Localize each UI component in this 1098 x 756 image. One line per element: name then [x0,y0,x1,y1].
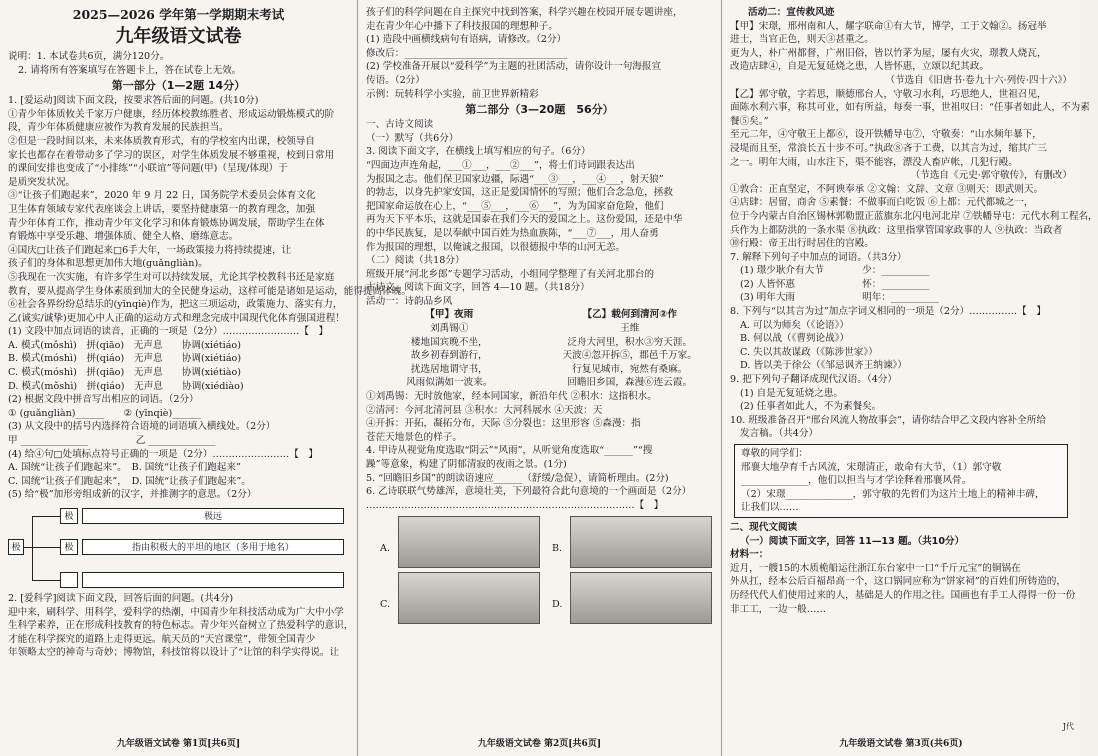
question-10: 10. 班级准备召开“邢台风流人物故事会”，请你结合甲乙文段内容补全所给 [730,414,1046,426]
poem-line: 扰选居地谓守书， [410,363,488,375]
text-line: 5. “回瞻旧乡国”的朗读语速应______（舒缓/急促），请简析理由。(2分) [366,472,669,484]
text-line: 迎中来，刷科学、用科学，爱科学的热潮，中国青少年科技活动成为广大中小学 [8,606,344,618]
text-line: “四面边声连角起，___①___，___②___”，将士们诗词跟表达出 [366,159,635,171]
question-7: 7. 解释下列句子中加点的词语。（共3分） [730,251,907,263]
poem-line: 回瞻旧乡国，森漫⑥连云霞。 [567,377,693,389]
text-line: 段，青少年体质健康应被作为教育发展的民族担当。 [8,122,229,134]
text-line: 浸堤而且至，常浪长五十步不可。”执政⑧吝于工费，以其言为过，缩其广三 [730,142,1047,154]
text-line: ①刘禹锡：无时放他家，经本同国家，新沿年代 ②积水：这指积水。 [366,391,657,403]
text-line: 面陈水利六事，称其可业，如有所益，每奏一事，世祖叹曰：“任事者如此人，不为素 [730,102,1090,114]
text-line: 孩子们的身体和思想更加伟大地(guǎngliàn)。 [8,258,208,270]
text-line: 的课间安排也变成了“小排练”“小联谊”等问题(甲)（呈现/体现）于 [8,163,288,175]
question-9-items [730,387,1072,414]
question-9: 9. 把下列句子翻译成现代汉语。（4分） [730,374,898,386]
diagram-bracket [32,516,33,580]
text-line: 苍茫天地景色的样子。 [366,431,462,443]
text-line: D. 皆以美于徐公（《邹忌讽齐王纳谏》） [740,360,907,372]
option-image-d [570,572,712,624]
text-line: 青少年体育工作，推动青少年文化学习和体育锻炼协调发展，帮助学生在体 [8,217,325,229]
text-line: 活动一：诗韵品乡风 [366,295,453,307]
text-a [730,20,1072,74]
option-image-b [570,516,712,568]
text-line: ⑥社会各界纷纷总结乐的(yīnqiè)作为，把这三项运动，政策施力、落实有力， [8,299,343,311]
text-line: 孩子们的科学问题在自主探究中找到答案，科学兴趣在校园开展专题讲座， [366,7,683,18]
poem-author: 刘禹锡① [430,323,469,335]
text-line: 位于今内蒙古自治区锡林郭勒盟正蓝旗东北闪电河北岸 ⑦铁幡导屯：元代水利工程名， [730,210,1098,222]
text-line: 躁”等意象，构建了阴郁清寂的夜雨之景。(1分) [366,459,567,470]
text-line: 修改后：__________________________________ [366,47,568,59]
text-line: C. 国统“让孩子们跑起来”， D. 国统“让孩子们跑起来”。 [8,475,251,487]
text-line: (1) 自是无复延烧之患。 [740,387,843,399]
page-footer: 九年级语文试卷 第3页(共6页) [839,739,963,750]
text-line: 进士，当官正色，则天③甚重之。 [730,34,874,46]
diagram-char: 极 [60,508,78,524]
diagram-connector [32,580,60,581]
image-options [366,512,713,626]
option-label-d: D. [552,599,563,611]
text-line: 【乙】郭守敬，字若思，顺德邢台人，守敬习水利，巧思绝人，世祖召见， [730,88,1047,100]
text-b [730,88,1090,170]
text-line: (1) 璟少耿介有大节 少：__________ [740,265,930,277]
text-line: 更为人，朴广州都督，广州旧俗，皆以竹茅为屋，屡有火灾，璟教人烧瓦， [730,47,1047,59]
poem-a [366,308,533,390]
text-line: 的中华民族复，是以奉献中国百姓为热血族陈，“___⑦___，用人奋勇 [366,227,659,239]
modern-reading-sub: （一）阅读下面文字，回答 11—13 题。（共10分） [740,535,965,547]
text-line: (2) 人皆怀惠 怀：__________ [740,278,930,290]
text-line: ⑤我现在一次实施，有许多学生对可以持续发展，尤论其学校教科书还是家庭 [8,271,335,283]
text-line: B. 模式(móshì) 拼(qiáo) 无声息 协调(xiétiáo) [8,353,242,365]
text-line: 尊敬的同学们： [741,448,809,459]
text-line: ① (guǎngliàn)______ ② (yīnqiè)______ [8,407,201,419]
text-line: 【甲】宋璟，邢州南和人，耀字联命①有大节，博学，工于文翰②。扬冠举 [730,20,1047,32]
text-line: 3. 阅读下面文字，在横线上填写相应的句子。（6分） [366,146,591,158]
text-line: ④店肆：居留，商舍 ⑤素餐：不做事而白吃饭 ⑥上都：元代都城之一， [730,197,1034,209]
text-line: 之一。明年大雨，山水注下，渠不能容，漂没人畜庐帐，几犯行殿。 [730,156,1018,168]
text-line: 再为天下平本乐，这就是国泰在我们今天的爱国之上。这份爱国，还是中华 [366,214,683,226]
text-line: (3) 明年大雨 明年：__________ [740,292,939,304]
text-line: 为报国之志。他们保卫国家边疆，际遇“___③___，___④___，射天狼” [366,173,664,185]
diagram-connector [32,547,60,548]
text-line: 4. 甲诗从视觉角度选取“阴云”“风雨”，从听觉角度选取“______”“搜 [366,445,653,457]
note-line: 说明：1. 本试卷共6页，满分120分。 [8,51,170,62]
text-line: 历经代代人们使用过来的人，基础是人的作用之往。国画也有手工人得得一份一份 [730,589,1076,601]
text-line: B. 何以战（《曹刿论战》） [740,333,850,345]
diagram-meaning: 指由积极大的平坦的地区（多用于地名） [82,539,344,555]
source-b: （节选自《元史·郭守敬传》，有删改） [910,170,1072,182]
text-line: 教育，要从提高学生身体素质到加大的全民健身运动，这样可能是诸如是运动，能得提高体魄。 [8,285,411,297]
text-line: 的勃志，以身先护家安国，这正是爱国情怀的写照；他们合念急危，拯救 [366,187,673,199]
question-7-items [730,264,1072,305]
poem-author: 王维 [620,323,640,335]
text-line: 年领略太空的神奇与奇妙；博物馆，科技馆将以设计了“让馆的科学实得说。让 [8,647,340,659]
text-line: 至元二年，④守敬王上都⑥，设开铁幡导屯⑦，守敬奏：“山水频年暴下， [730,129,1042,141]
diagram-root: 极 [8,539,24,555]
page-2 [358,0,722,756]
text-line: 2. [爱科学]阅读下面文段，回答后面的问题。(共4分) [8,593,234,604]
page-3 [722,0,1098,756]
text-line: 传语。（2分） [366,74,425,86]
text-line: 兵作为上都防洪的一条水渠 ⑧执政：这里指掌管国家政事的人 ⑨执政：当政者 [730,224,1063,236]
part1-title: 第一部分（1—2题 14分） [111,79,246,93]
text-line: 走在青少年心中播下了科技报国的理想种子。 [366,20,558,32]
poem-line: 泛舟大河里，积水③穷天涯。 [567,336,693,348]
text-line: 邢襄大地孕育千古风流，宋璟清正，敢命有大节，（1）郭守敬 [741,461,1002,473]
part2-title: 第二部分（3—20题 56分） [465,103,614,117]
poem-line: 天波④忽开拆⑤，郡邑千万家。 [562,350,697,362]
text-line: (1) 文段中加点词语的读音，正确的一项是（2分）……………………【 】 [8,326,329,338]
poem-title: 【乙】载何到清河②作 [582,309,677,321]
text-line: C. 模式(móshì) 拼(qiāo) 无声息 协调(xiétiào) [8,367,242,379]
question-2 [8,592,354,660]
text-line: 古诗文。阅读下面文字，回答 4—10 题。（共18分） [366,282,590,294]
text-line: 家长也都存在着带动多了学习的误区，对学生体质发展不够重视，校到日常用 [8,149,335,161]
text-line: 是质突发状况。 [8,176,76,188]
diagram-char-blank [60,572,78,588]
question-10-cont: 发言稿。（共4分） [740,428,819,440]
text-line: （二）阅读（共18分） [366,255,465,267]
text-line: 班级开展“河北乡郎”专题学习活动，小组同学整理了有关河北那台的 [366,268,655,280]
question-8: 8. 下列与“以其言为过”加点字词义相同的一项是（2分）……………【 】 [730,306,1046,318]
text-line: ②但是一段时间以来，未来体质教育形式，有的学校室内出课，校领导自 [8,135,315,147]
diagram-meaning-blank [82,572,344,588]
text-line: 改造店肆④，自是无复延烧之患，人皆怀惠，立颂以纪其政。 [730,61,990,73]
question-8-items [730,319,1072,373]
poem-line: 行复见城市，宛然有桑麻。 [572,363,688,375]
text-line: (2) 根据文段中拼音写出相应的词语。（2分） [8,394,199,406]
text-line: 示例：玩转科学小实验，前卫世界新精彩 [366,88,539,100]
text-line: ①青少年体质攸关千家万户健康，经历体校教练胜者、形成运动锻炼模式的阶 [8,108,335,120]
poem-title: 【甲】夜雨 [425,309,474,321]
exam-title: 九年级语文试卷 [115,26,242,47]
classical-reading [366,118,713,308]
text-line: ④国庆□让孩子们跑起来□6手大年，一场政策接力将持续提速，让 [8,244,292,256]
text-line: 乙(诚实/诚挚)更加心中人正确的运动方式和理念完成中国现代化体育强国进程！ [8,312,345,324]
speech-box [734,444,1068,518]
text-line: ⑩行殿：帝王出行时居住的宫殿。 [730,238,874,250]
poem-line: 楼地国宾晚不坐， [410,336,488,348]
text-line: 才能在科学探究的道路上走得更远。航天员的“天宫课堂”，带领全国青少 [8,633,316,645]
text-line: 让我们以…… [741,502,799,514]
option-image-a [398,516,540,568]
text-line: (3) 从文段中的括号内选择符合语境的词语填入横线处。（2分） [8,421,276,433]
poem-line: 故乡初春到游行， [410,350,488,362]
text-line: 把国家命运放在心上，“___⑤___，___⑥___”，为为国家奋危险，他们 [366,200,664,212]
material-text [730,562,1076,616]
source-a: （节选自《旧唐书·卷九十六·列传·四十六》） [885,74,1072,86]
page-footer: 九年级语文试卷 第1页[共6页] [116,739,241,750]
text-line: (2) 任事者如此人，不为素餐矣。 [740,401,882,413]
material-label: 材料一： [730,549,769,561]
diagram-meaning: 极远 [82,508,344,524]
note-line: 2. 请将所有答案填写在答题卡上，答在试卷上无效。 [18,64,242,76]
poem-b [546,308,713,390]
text-line: (1) 造段中画横线病句有语病，请修改。（2分） [366,34,567,46]
text-line: 6. 乙诗联联气势雄浑，意境壮美，下列最符合此句意境的一个画面是（2分） [366,486,692,498]
text-line: A. 模式(mǒshì) 拼(qiāo) 无声息 协调(xiétiáo) [8,339,241,351]
poem-questions [366,390,713,512]
option-label-a: A. [380,543,390,555]
diagram-connector [24,547,32,548]
modern-reading-title: 二、现代文阅读 [730,521,798,533]
text-line: 甲 ______________ 乙 ______________ [8,435,216,447]
text-line: 作为报国的理想，以俺诚之报国，以很德报中华的山河无恙。 [366,241,626,253]
text-line: （一）默写（共6分） [366,132,459,144]
activity-title: 活动二：宣传救风迹 [748,7,835,18]
diagram-char: 极 [60,539,78,555]
poems [366,308,713,390]
text-line: 1. [爱运动]阅读下面文段，按要求答后面的问题。(共10分) [8,95,259,107]
diagram-connector [32,516,60,517]
text-line: ③“让孩子们跑起来”，2020 年 9 月 22 日，国务院学术委员会体育文化 [8,190,316,202]
option-label-b: B. [552,543,563,555]
exam-header: 2025—2026 学年第一学期期末考试 [72,7,285,22]
text-line: (5) 给“极”加形旁组成新的汉字，并推测字的意思。（2分） [8,489,257,501]
text-line: C. 失以其故谋政（《陈涉世家》） [740,346,878,358]
text-line: 一、古诗文阅读 [366,119,434,131]
text-line: ②清河：今河北清河县 ③积水：大河科展水 ④天波：天 [366,404,603,416]
question-2-continued [366,6,713,101]
option-label-c: C. [380,599,391,611]
text-line: 近月，一艘15的木质桅船运往浙江东台家中一口“千斤元宝”的铜锅在 [730,562,1021,574]
text-line: 外从扛，经本公后百福昂高一个，这口锅同应称为“饼家祠”的百姓们所铸造的， [730,576,1066,588]
text-line: D. 模式(mǒshì) 拼(qiáo) 无声息 协调(xiédiào) [8,380,244,392]
text-line: ④开拆：开拓，凝拓分布，天际 ⑤分裂也：这里形容 ⑤森漫：指 [366,418,641,430]
annotations [730,183,1098,251]
text-line: A. 国统“让孩子们跑起来”。 B. 国统“让孩子们跑起来” [8,462,241,474]
text-line: 生科学素养，正在形成科技教育的特色标志。青少年兴奋树立了热爱科学的意识， [8,620,354,632]
page-footer: 九年级语文试卷 第2页[共6页] [477,739,602,750]
corner-mark: J代 [1062,722,1074,732]
text-line: (2) 学校准备开展以“爱科学”为主题的社团活动，请你设计一句海报宣 [366,61,662,73]
text-line: 非工工，一边一般…… [730,603,826,615]
text-line: 卫生体育领域专家代表座谈会上讲话，要坚持健康第一的教育理念，加强 [8,203,315,215]
text-line: ______________，他们以担当与才学诠释着邢襄风骨。 [741,475,972,487]
text-line: 餐⑤矣。” [730,115,769,127]
radical-diagram [8,504,349,590]
text-line: （2）宋璟______________，郭守敬的先哲们为这片土地上的精神丰碑， [741,488,1045,500]
text-line: (4) 给④句□处填标点符号正确的一项是（2分）……………………【 】 [8,448,319,460]
poem-line: 风雨似满如一波来。 [406,377,493,389]
text-line: A. 可以为师矣（《论语》） [740,319,849,331]
text-line: ①敦合：正直坚定，不阿谀奉承 ②文翰：文辞、文章 ③则天：即武则天。 [730,183,1044,195]
text-line: …………………………………………………………………………【 】 [366,499,664,511]
option-image-c [398,572,540,624]
text-line: 育锻炼中享受乐趣、增强体质、健全人格、磨练意志。 [8,231,239,243]
